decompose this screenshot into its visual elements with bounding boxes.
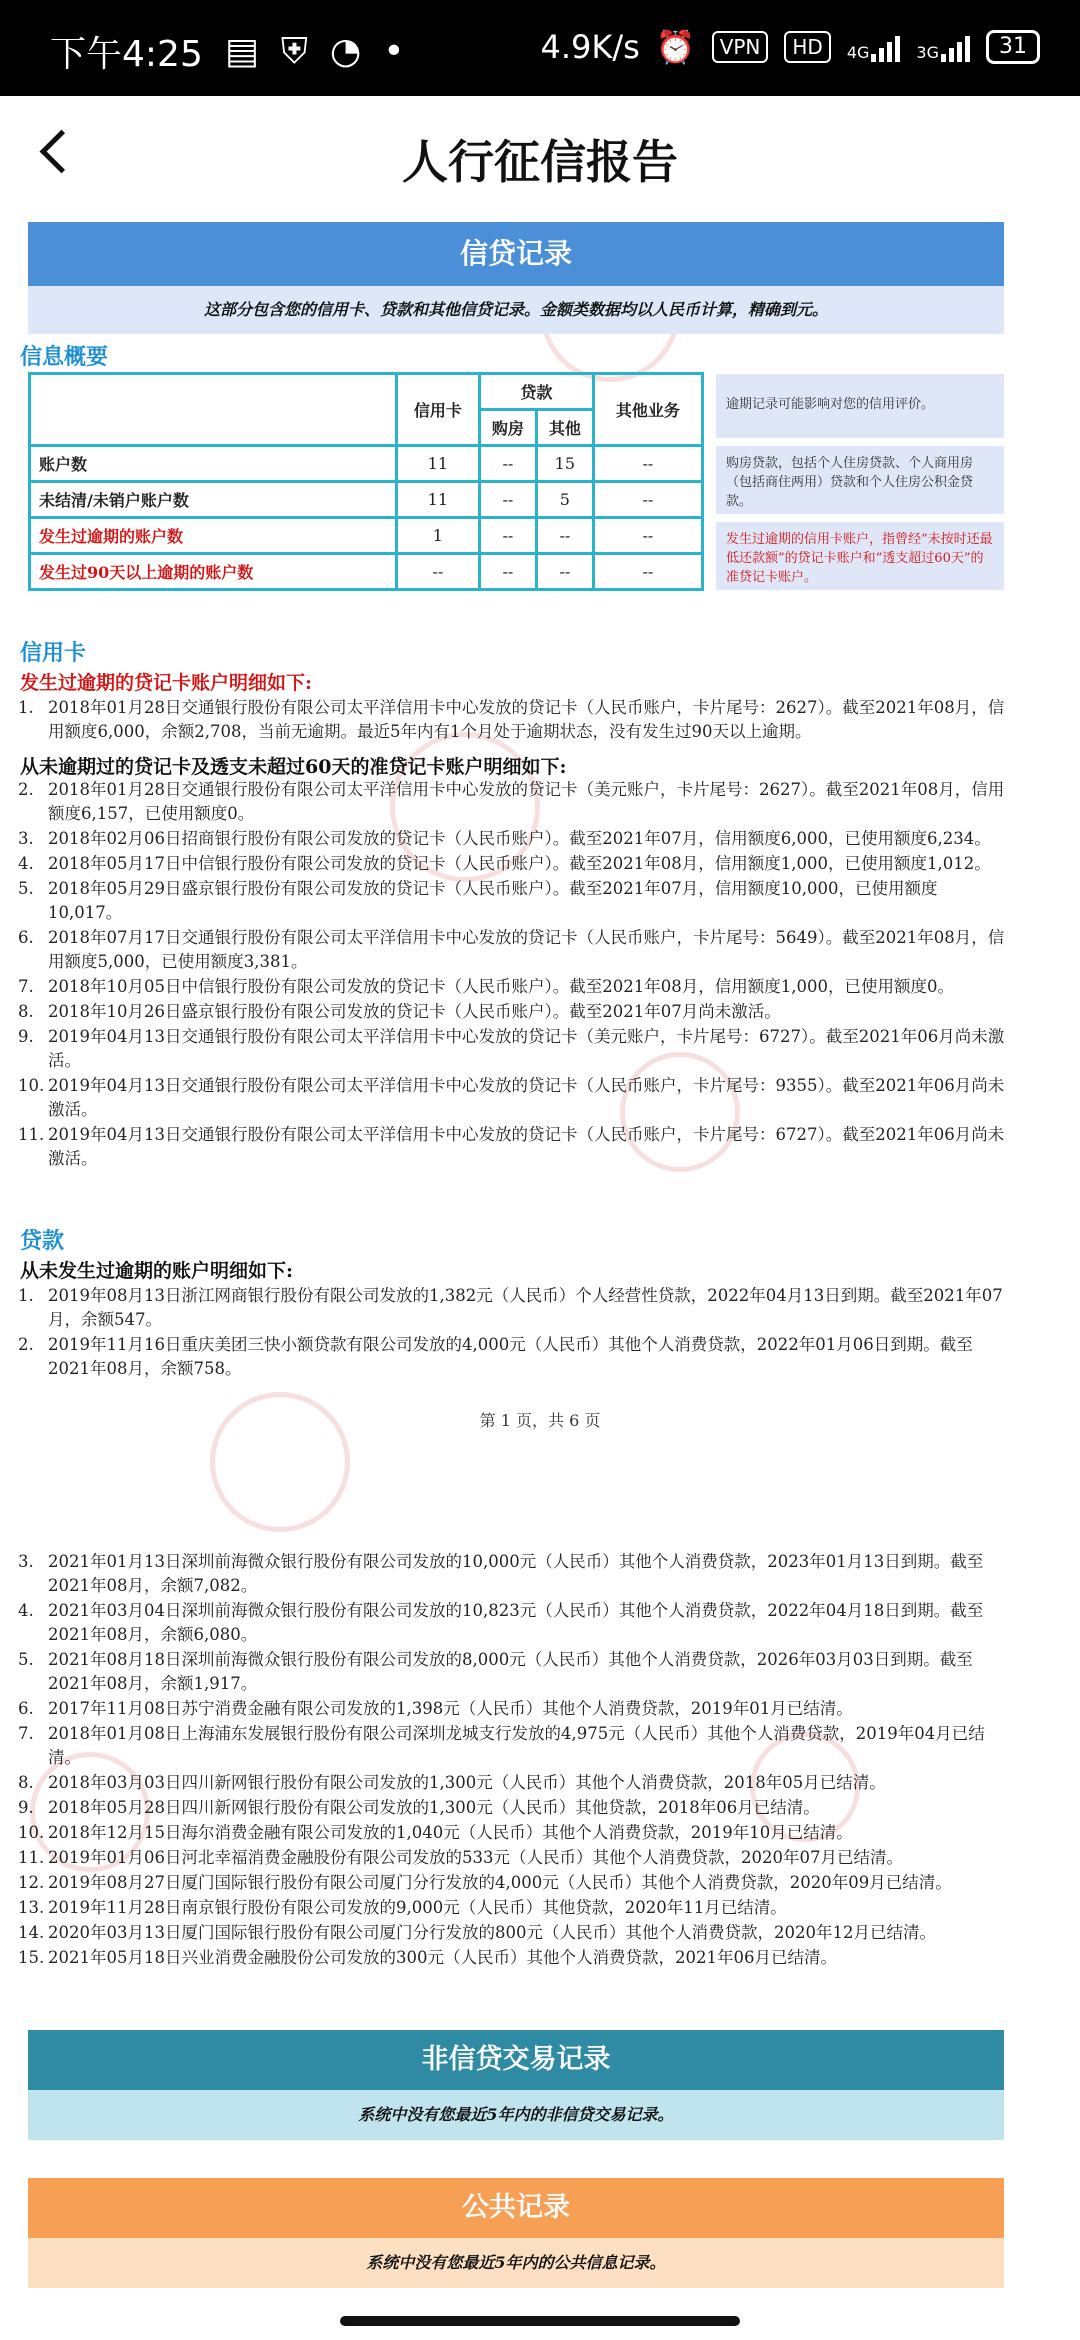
table-cell: -- (479, 446, 536, 482)
table-cell: 1 (396, 518, 479, 554)
list-item: 13. 2019年11月28日南京银行股份有限公司发放的9,000元（人民币）其他贷款，2020年11月已结清。 (18, 1898, 787, 1917)
list-item: 3. 2021年01月13日深圳前海微众银行股份有限公司发放的10,000元（人民币）其他个人消费贷款，2023年01月13日到期。截至2021年08月，余额7,082。 (18, 1552, 984, 1595)
col-mortgage: 购房 (479, 410, 536, 446)
loan-list-page2 (18, 1550, 1008, 1971)
overdue-cards-list (18, 696, 1008, 745)
shield-icon: ⛨ (280, 30, 308, 72)
table-cell: -- (479, 482, 536, 518)
page-footer: 第 1 页，共 6 页 (479, 1411, 601, 1430)
overview-table (28, 372, 704, 591)
table-cell: -- (479, 554, 536, 590)
list-item: 6. 2017年11月08日苏宁消费金融有限公司发放的1,398元（人民币）其他个人消费贷款，2019年01月已结清。 (18, 1699, 853, 1718)
col-loan: 贷款 (479, 374, 593, 410)
table-cell: -- (593, 446, 702, 482)
vpn-badge: VPN (712, 31, 769, 63)
list-item: 3. 2018年02月06日招商银行股份有限公司发放的贷记卡（人民币账户）。截至2021年07月，信用额度6,000，已使用额度6,234。 (18, 829, 991, 848)
list-item: 8. 2018年10月26日盛京银行股份有限公司发放的贷记卡（人民币账户）。截至2021年07月尚未激活。 (18, 1002, 781, 1021)
public-record-subtitle: 系统中没有您最近5年内的公共信息记录。 (28, 2238, 1004, 2288)
table-cell: -- (479, 518, 536, 554)
list-item: 4. 2018年05月17日中信银行股份有限公司发放的贷记卡（人民币账户）。截至2021年08月，信用额度1,000，已使用额度1,012。 (18, 854, 991, 873)
loan-title: 贷款 (20, 1228, 65, 1254)
table-cell: -- (593, 518, 702, 554)
table-row (30, 518, 703, 554)
table-row (30, 446, 703, 482)
table-cell: 11 (396, 446, 479, 482)
list-item: 7. 2018年01月08日上海浦东发展银行股份有限公司深圳龙城支行发放的4,975元（人民币）其他个人消费贷款，2019年04月已结清。 (18, 1724, 985, 1767)
page-title: 人行征信报告 (402, 135, 678, 189)
loan-list-page1 (18, 1284, 1008, 1382)
list-item: 1. 2019年08月13日浙江网商银行股份有限公司发放的1,382元（人民币）个人经营性贷款，2022年04月13日到期。截至2021年07月，余额547。 (18, 1286, 1003, 1329)
list-item: 10. 2019年04月13日交通银行股份有限公司太平洋信用卡中心发放的贷记卡（人民币账户，卡片尾号：9355）。截至2021年06月尚未激活。 (18, 1076, 1005, 1119)
col-credit-card: 信用卡 (396, 374, 479, 446)
credit-record-subtitle: 这部分包含您的信用卡、贷款和其他信贷记录。金额类数据均以人民币计算，精确到元。 (28, 286, 1004, 334)
status-time: 下午4:25 (50, 34, 203, 75)
table-cell: 15 (536, 446, 593, 482)
list-item: 8. 2018年03月03日四川新网银行股份有限公司发放的1,300元（人民币）其他个人消费贷款，2018年05月已结清。 (18, 1773, 886, 1792)
list-item: 14. 2020年03月13日厦门国际银行股份有限公司厦门分行发放的800元（人民币）其他个人消费贷款，2020年12月已结清。 (18, 1923, 936, 1942)
list-item: 9. 2018年05月28日四川新网银行股份有限公司发放的1,300元（人民币）其他贷款，2018年06月已结清。 (18, 1798, 820, 1817)
public-record-band: 公共记录 (28, 2178, 1004, 2238)
list-item: 10. 2018年12月15日海尔消费金融有限公司发放的1,040元（人民币）其他个人消费贷款，2019年10月已结清。 (18, 1823, 853, 1842)
message-icon: ▤ (224, 31, 259, 72)
non-credit-subtitle: 系统中没有您最近5年内的非信贷交易记录。 (28, 2090, 1004, 2140)
list-item: 5. 2021年08月18日深圳前海微众银行股份有限公司发放的8,000元（人民币）其他个人消费贷款，2026年03月03日到期。截至2021年08月，余额1,917。 (18, 1650, 973, 1693)
table-cell: 5 (536, 482, 593, 518)
overview-note-overdue: 逾期记录可能影响对您的信用评价。 (716, 374, 1004, 438)
status-bar (0, 0, 1080, 96)
list-item: 2. 2018年01月28日交通银行股份有限公司太平洋信用卡中心发放的贷记卡（美元账户，卡片尾号：2627）。截至2021年08月，信用额度6,157，已使用额度0。 (18, 780, 1005, 823)
list-item: 12. 2019年08月27日厦门国际银行股份有限公司厦门分行发放的4,000元（人民币）其他个人消费贷款，2020年09月已结清。 (18, 1873, 952, 1892)
table-cell: -- (593, 554, 702, 590)
row-label: 账户数 (30, 446, 397, 482)
table-cell: -- (536, 554, 593, 590)
col-other-business: 其他业务 (593, 374, 702, 446)
overview-title: 信息概要 (20, 344, 109, 370)
table-cell: -- (396, 554, 479, 590)
table-cell: -- (593, 482, 702, 518)
more-dot-icon: • (383, 31, 405, 72)
overdue-cards-heading: 发生过逾期的贷记卡账户明细如下: (20, 672, 313, 694)
signal-4g-icon: 4G (847, 32, 901, 62)
table-corner-cell (30, 374, 397, 446)
credit-record-band: 信贷记录 (28, 222, 1004, 286)
table-row (30, 554, 703, 590)
row-label: 发生过90天以上逾期的账户数 (30, 554, 397, 590)
non-credit-band: 非信贷交易记录 (28, 2030, 1004, 2090)
list-item: 7. 2018年10月05日中信银行股份有限公司发放的贷记卡（人民币账户）。截至2021年08月，信用额度1,000，已使用额度0。 (18, 977, 954, 996)
credit-card-title: 信用卡 (20, 640, 87, 666)
row-label: 未结清/未销户账户数 (30, 482, 397, 518)
title-bar (0, 96, 1080, 212)
normal-cards-list (18, 778, 1008, 1172)
col-other-loan: 其他 (536, 410, 593, 446)
alarm-icon: ⏰ (655, 28, 696, 66)
list-item: 11. 2019年01月06日河北幸福消费金融股份有限公司发放的533元（人民币）其他个人消费贷款，2020年07月已结清。 (18, 1848, 903, 1867)
list-item: 2. 2019年11月16日重庆美团三快小额贷款有限公司发放的4,000元（人民币）其他个人消费贷款，2022年01月06日到期。截至2021年08月，余额758。 (18, 1335, 973, 1378)
sync-icon: ◔ (329, 31, 362, 72)
overview-note-overdue-card: 发生过逾期的信用卡账户，指曾经“未按时还最低还款额”的贷记卡账户和“透支超过60天”的准贷记卡账户。 (716, 522, 1004, 590)
table-cell: 11 (396, 482, 479, 518)
normal-cards-heading: 从未逾期过的贷记卡及透支未超过60天的准贷记卡账户明细如下: (20, 756, 567, 778)
row-label: 发生过逾期的账户数 (30, 518, 397, 554)
list-item: 11. 2019年04月13日交通银行股份有限公司太平洋信用卡中心发放的贷记卡（人民币账户，卡片尾号：6727）。截至2021年06月尚未激活。 (18, 1125, 1005, 1168)
list-item: 9. 2019年04月13日交通银行股份有限公司太平洋信用卡中心发放的贷记卡（美元账户，卡片尾号：6727）。截至2021年06月尚未激活。 (18, 1027, 1005, 1070)
list-item: 1. 2018年01月28日交通银行股份有限公司太平洋信用卡中心发放的贷记卡（人民币账户，卡片尾号：2627）。截至2021年08月，信用额度6,000，余额2,708，当前无逾期。最近5年内有1个月处于逾期状态，没有发生过90天以上逾期。 (18, 698, 1005, 741)
battery-icon: 31 (986, 30, 1040, 64)
hd-badge: HD (784, 31, 830, 63)
network-speed: 4.9K/s (540, 28, 640, 66)
list-item: 4. 2021年03月04日深圳前海微众银行股份有限公司发放的10,823元（人民币）其他个人消费贷款，2022年04月18日到期。截至2021年08月，余额6,080。 (18, 1601, 984, 1644)
overview-note-mortgage: 购房贷款，包括个人住房贷款、个人商用房（包括商住两用）贷款和个人住房公积金贷款。 (716, 446, 1004, 514)
list-item: 15. 2021年05月18日兴业消费金融股份公司发放的300元（人民币）其他个人消费贷款，2021年06月已结清。 (18, 1948, 837, 1967)
signal-3g-icon: 3G (916, 32, 970, 62)
home-indicator[interactable] (340, 2316, 740, 2326)
loan-heading: 从未发生过逾期的账户明细如下: (20, 1260, 294, 1282)
list-item: 5. 2018年05月29日盛京银行股份有限公司发放的贷记卡（人民币账户）。截至2021年07月，信用额度10,000，已使用额度10,017。 (18, 879, 938, 922)
list-item: 6. 2018年07月17日交通银行股份有限公司太平洋信用卡中心发放的贷记卡（人民币账户，卡片尾号：5649）。截至2021年08月，信用额度5,000，已使用额度3,381。 (18, 928, 1005, 971)
table-row (30, 482, 703, 518)
table-cell: -- (536, 518, 593, 554)
